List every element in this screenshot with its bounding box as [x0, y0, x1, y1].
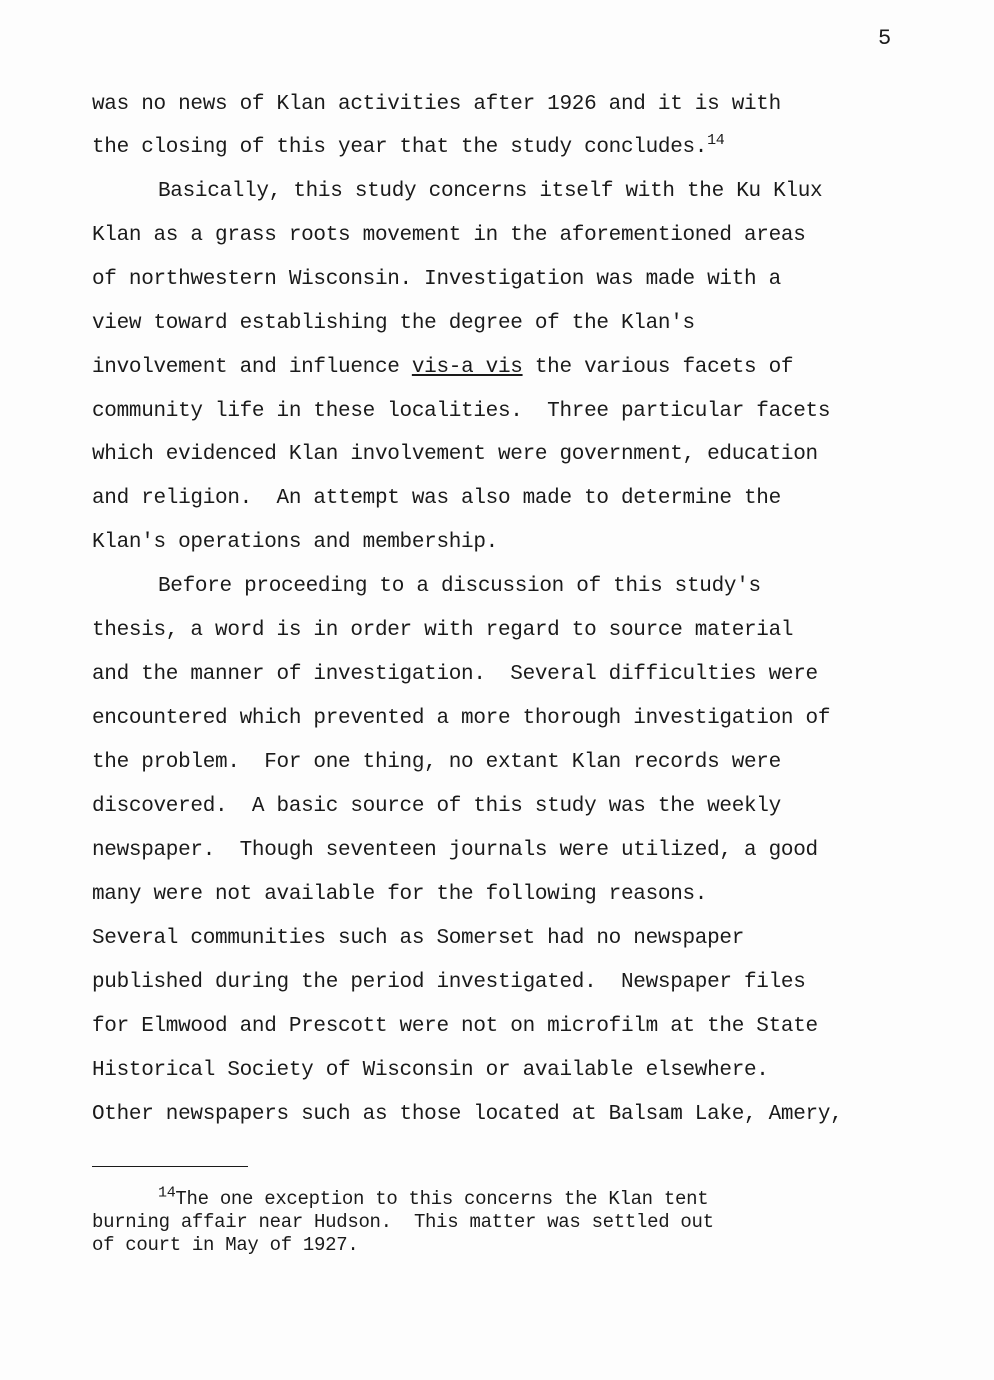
underlined-phrase: vis-a vis [411, 356, 523, 379]
text-line: published during the period investigated. Newspaper files [92, 971, 806, 994]
text-line: Before proceeding to a discussion of this study's [158, 575, 761, 598]
text-segment: the closing of this year that the study concludes. [92, 136, 708, 159]
text-line: and the manner of investigation. Several difficulties were [92, 663, 818, 686]
text-line: was no news of Klan activities after 1926 and it is with [92, 93, 781, 116]
text-line: for Elmwood and Prescott were not on microfilm at the State [92, 1015, 818, 1038]
footnote-divider [92, 1166, 248, 1167]
text-line: which evidenced Klan involvement were government, education [92, 443, 818, 466]
text-line: Klan's operations and membership. [92, 531, 498, 554]
text-line: view toward establishing the degree of the Klan's [92, 312, 695, 335]
text-line: thesis, a word is in order with regard to source material [92, 619, 794, 642]
text-line: the problem. For one thing, no extant Klan records were [92, 751, 781, 774]
footnote-line: of court in May of 1927. [92, 1234, 359, 1256]
text-line [92, 357, 793, 378]
text-line: Klan as a grass roots movement in the aforementioned areas [92, 224, 806, 247]
footnote-reference: 14 [707, 132, 725, 149]
footnote-number: 14 [158, 1184, 176, 1202]
text-segment: involvement and influence [92, 356, 412, 379]
text-line: many were not available for the following reasons. [92, 883, 708, 906]
text-line: of northwestern Wisconsin. Investigation was made with a [92, 268, 781, 291]
footnote-line: burning affair near Hudson. This matter was settled out [92, 1211, 714, 1233]
text-line [92, 132, 725, 159]
text-line: and religion. An attempt was also made to determine the [92, 487, 781, 510]
text-segment: the various facets of [522, 356, 794, 379]
text-line: discovered. A basic source of this study was the weekly [92, 795, 781, 818]
text-line: Historical Society of Wisconsin or available elsewhere. [92, 1059, 769, 1082]
text-line: newspaper. Though seventeen journals were utilized, a good [92, 839, 818, 862]
text-line: Basically, this study concerns itself with the Ku Klux [158, 180, 823, 203]
text-line: Several communities such as Somerset had no newspaper [92, 927, 745, 950]
text-line: encountered which prevented a more thorough investigation of [92, 707, 831, 730]
text-line: community life in these localities. Three particular facets [92, 400, 831, 423]
text-line: Other newspapers such as those located at Balsam Lake, Amery, [92, 1103, 843, 1126]
footnote-line [158, 1184, 709, 1210]
footnote-text: The one exception to this concerns the Klan tent [175, 1188, 709, 1210]
page-number: 5 [878, 26, 892, 51]
